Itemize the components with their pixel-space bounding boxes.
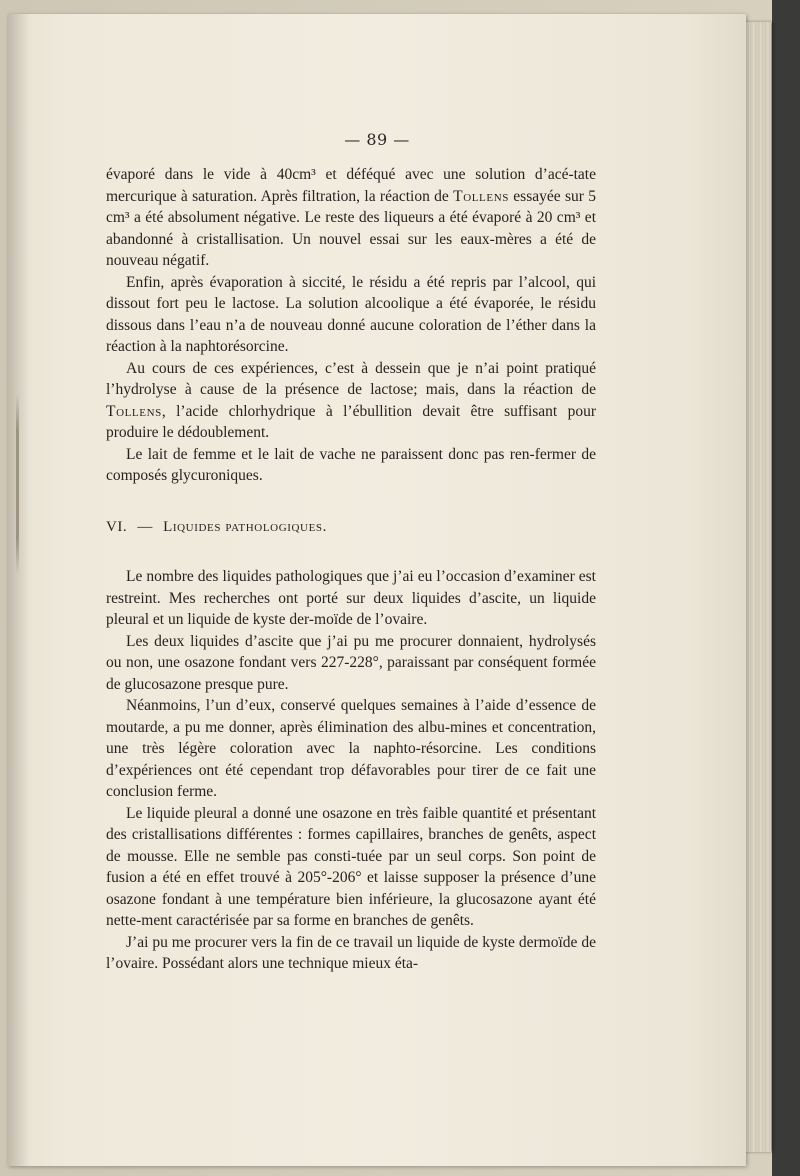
section-number: VI. [106,518,128,535]
text-run: Néanmoins, l’un d’eux, conservé quelques semaines à l’aide d’essence de moutarde, a pu me donner, après élimination des albu-mines et concentration, une très légère coloration avec la naphto-résorcine. Les conditions d’expériences ont été cependant trop défavorables pour tirer de ce fait une conclusion ferme. [106,697,596,800]
text-run: Le liquide pleural a donné une osazone en très faible quantité et présentant des cristallisations différentes : formes capillaires, branches de genêts, aspect de mousse. Elle ne semble pas consti-tuée par un seul corps. Son point de fusion a été en effet trouvé à 205°-206° et laisse supposer la présence d’une osazone fondant à une température bien inférieure, la glucosazone ayant été nette-ment caractérisée par sa forme en branches de genêts. [106,804,596,929]
book-page [8,14,746,1166]
paragraph [106,631,596,696]
small-caps-name: Tollens [453,187,509,205]
paragraphs-after-section [106,566,596,975]
text-run: essayée sur 5 cm³ a été absolument négative. Le reste des liqueurs a été évaporé à 20 cm³ et abandonné à cristallisation. Un nouvel essai sur les eaux-mères a été de nouveau négatif. [106,187,596,269]
bleed-mark [16,394,19,574]
text-run: Au cours de ces expériences, c’est à dessein que je n’ai point pratiqué l’hydrolyse à cause de la présence de lactose; mais, dans la réaction de [106,359,596,398]
text-run: Les deux liquides d’ascite que j’ai pu me procurer donnaient, hydrolysés ou non, une osazone fondant vers 227-228°, paraissant par conséquent formée de glucosazone presque pure. [106,632,596,693]
section-dash: — [137,518,153,535]
paragraph [106,272,596,358]
paragraph [106,695,596,803]
paragraphs-before-section [106,164,596,487]
paragraph [106,566,596,631]
small-caps-name: Tollens [106,402,162,420]
section-title: Liquides pathologiques. [163,518,327,535]
gutter-shadow [8,14,30,1166]
paragraph [106,358,596,444]
text-run: Enfin, après évaporation à siccité, le résidu a été repris par l’alcool, qui dissout fort peu le lactose. La solution alcoolique a été évaporée, le résidu dissous dans l’eau n’a de nouveau donné aucune coloration de l’éther dans la réaction à la naphtorésorcine. [106,273,596,355]
paragraph [106,164,596,272]
text-run: Le nombre des liquides pathologiques que j’ai eu l’occasion d’examiner est restreint. Mes recherches ont porté sur deux liquides d’ascite, un liquide pleural et un liquide de kyste der-moïde de l’ovaire. [106,568,596,628]
body-text [106,164,596,975]
section-heading [106,517,596,539]
paragraph [106,932,596,975]
page-number: — 89 — [344,130,410,149]
paragraph [106,444,596,487]
text-run: Le lait de femme et le lait de vache ne paraissent donc pas ren-fermer de composés glycuroniques. [106,445,596,484]
paragraph [106,803,596,932]
text-run: évaporé dans le vide à 40cm³ et déféqué avec une solution d’acé-tate mercurique à saturation. Après filtration, la réaction de [106,166,596,205]
text-run: J’ai pu me procurer vers la fin de ce travail un liquide de kyste dermoïde de l’ovaire. Possédant alors une technique mieux éta- [106,933,596,972]
text-run: , l’acide chlorhydrique à l’ébullition devait être suffisant pour produire le dédoublement. [106,402,596,441]
